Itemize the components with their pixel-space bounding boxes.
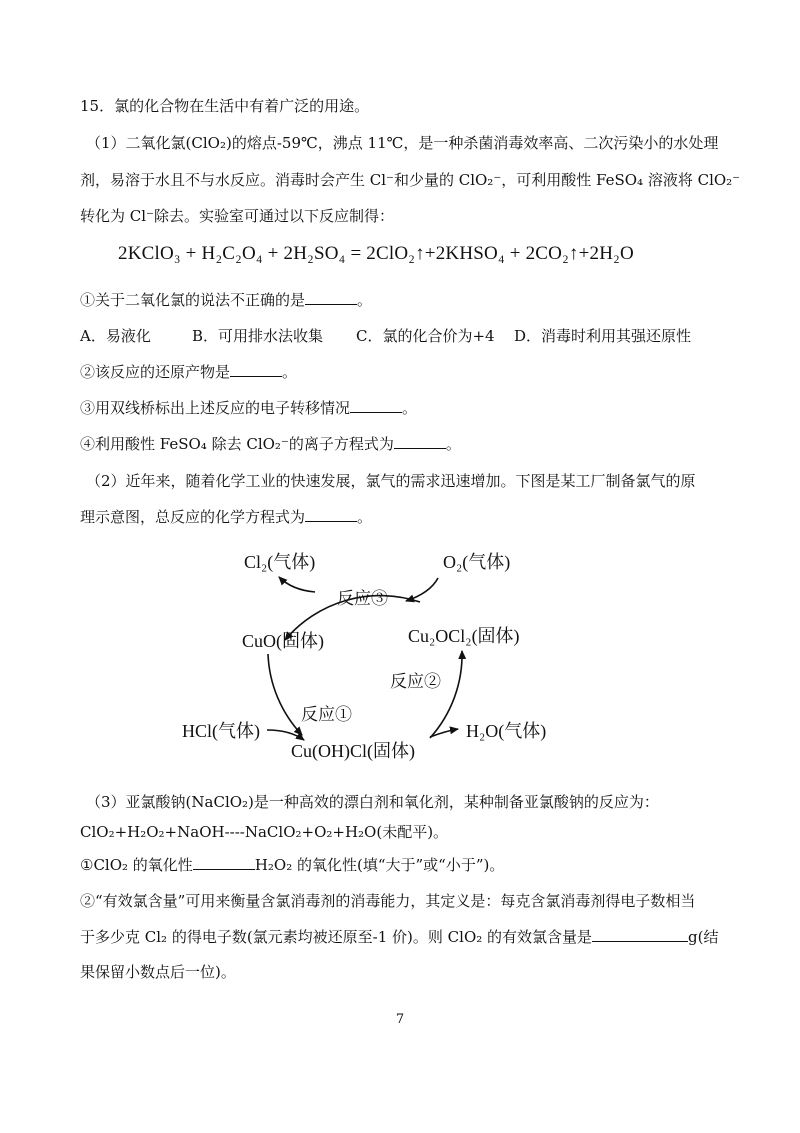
part1-text-line3: 转化为 Cl⁻除去。实验室可通过以下反应制得： bbox=[80, 207, 394, 225]
option-c: C．氯的化合价为+4 bbox=[356, 327, 495, 345]
label-hcl: HCl(气体) bbox=[182, 721, 260, 741]
sub-question-4-text: ④利用酸性 FeSO₄ 除去 ClO₂⁻的离子方程式为 bbox=[80, 435, 394, 453]
label-cl2: Cl₂(气体) bbox=[244, 552, 316, 572]
label-h2o: H₂O(气体) bbox=[466, 721, 547, 741]
part3-sub1-text-a: ①ClO₂ 的氧化性 bbox=[80, 856, 193, 874]
part3-sub2-line2 bbox=[80, 927, 719, 947]
arc-reaction-1 bbox=[268, 654, 302, 735]
sub-question-4: ④利用酸性 FeSO₄ 除去 ClO₂⁻的离子方程式为 。 bbox=[80, 435, 461, 453]
label-reaction-2: 反应② bbox=[390, 672, 441, 691]
part2-text-line2-text: 理示意图，总反应的化学方程式为 bbox=[80, 508, 306, 526]
sub-question-3: ③用双线桥标出上述反应的电子转移情况 。 bbox=[80, 399, 418, 417]
answer-blank[interactable] bbox=[350, 398, 402, 413]
answer-blank[interactable] bbox=[193, 855, 255, 870]
answer-blank[interactable] bbox=[394, 434, 446, 449]
label-reaction-1: 反应① bbox=[301, 705, 352, 724]
part3-sub2-text-a: 于多少克 Cl₂ 的得电子数(氯元素均被还原至-1 价)。则 ClO₂ 的有效氯含量是 bbox=[80, 928, 593, 946]
answer-blank[interactable] bbox=[230, 362, 282, 377]
answer-blank[interactable] bbox=[305, 290, 357, 305]
part1-text-line2: 剂，易溶于水且不与水反应。消毒时会产生 Cl⁻和少量的 ClO₂⁻，可利用酸性 FeSO₄ 溶液将 ClO₂⁻ bbox=[80, 171, 741, 189]
part3-sub2-line3: 果保留小数点后一位)。 bbox=[80, 963, 236, 981]
part2-text-line1: （2）近年来，随着化学工业的快速发展，氯气的需求迅速增加。下图是某工厂制备氯气的原 bbox=[86, 472, 696, 490]
page-number: 7 bbox=[395, 1012, 405, 1027]
question-title: 15．氯的化合物在生活中有着广泛的用途。 bbox=[80, 97, 370, 115]
arrow-o2-in bbox=[406, 578, 438, 601]
label-reaction-3: 反应③ bbox=[337, 589, 388, 608]
label-cu2ocl2: Cu₂OCl₂(固体) bbox=[408, 626, 520, 646]
sub-question-2: ②该反应的还原产物是 。 bbox=[80, 363, 298, 381]
part3-sub2-line1: ②“有效氯含量”可用来衡量含氯消毒剂的消毒能力，其定义是：每克含氯消毒剂得电子数相当 bbox=[80, 892, 696, 910]
answer-blank[interactable] bbox=[592, 927, 688, 942]
part3-sub-question-1 bbox=[80, 855, 504, 875]
reaction-cycle-diagram bbox=[0, 540, 800, 780]
label-cuo: CuO(固体) bbox=[242, 631, 324, 651]
reaction-equation: 2KClO₃ + H₂C₂O₄ + 2H₂SO₄ = 2ClO₂↑+2KHSO₄ + 2CO₂↑+2H₂O bbox=[118, 243, 634, 264]
sub-question-1: ①关于二氧化氯的说法不正确的是 。 bbox=[80, 291, 373, 309]
sub-question-2-text: ②该反应的还原产物是 bbox=[80, 363, 231, 381]
part2-text-line2: 理示意图，总反应的化学方程式为 。 bbox=[80, 508, 373, 526]
option-d: D．消毒时利用其强还原性 bbox=[514, 327, 692, 345]
option-a: A．易液化 bbox=[80, 327, 151, 345]
arrow-cl2-out bbox=[279, 577, 315, 592]
part1-text-line1: （1）二氧化氯(ClO₂)的熔点-59℃，沸点 11℃，是一种杀菌消毒效率高、二次污染小的水处理 bbox=[86, 134, 719, 152]
option-b: B．可用排水法收集 bbox=[192, 327, 324, 345]
part3-text-line2: ClO₂+H₂O₂+NaOH----NaClO₂+O₂+H₂O(未配平)。 bbox=[80, 823, 449, 841]
arc-reaction-2 bbox=[430, 651, 462, 738]
part3-sub2-text-b: g(结 bbox=[688, 928, 719, 946]
sub-question-1-text: ①关于二氧化氯的说法不正确的是 bbox=[80, 291, 306, 309]
label-cuohcl: Cu(OH)Cl(固体) bbox=[291, 741, 415, 761]
part3-sub1-text-b: H₂O₂ 的氧化性(填“大于”或“小于”)。 bbox=[254, 856, 505, 874]
part3-text-line1: （3）亚氯酸钠(NaClO₂)是一种高效的漂白剂和氧化剂，某种制备亚氯酸钠的反应为： bbox=[86, 793, 659, 811]
answer-blank[interactable] bbox=[305, 507, 357, 522]
label-o2: O₂(气体) bbox=[443, 552, 511, 572]
sub-question-3-text: ③用双线桥标出上述反应的电子转移情况 bbox=[80, 399, 351, 417]
